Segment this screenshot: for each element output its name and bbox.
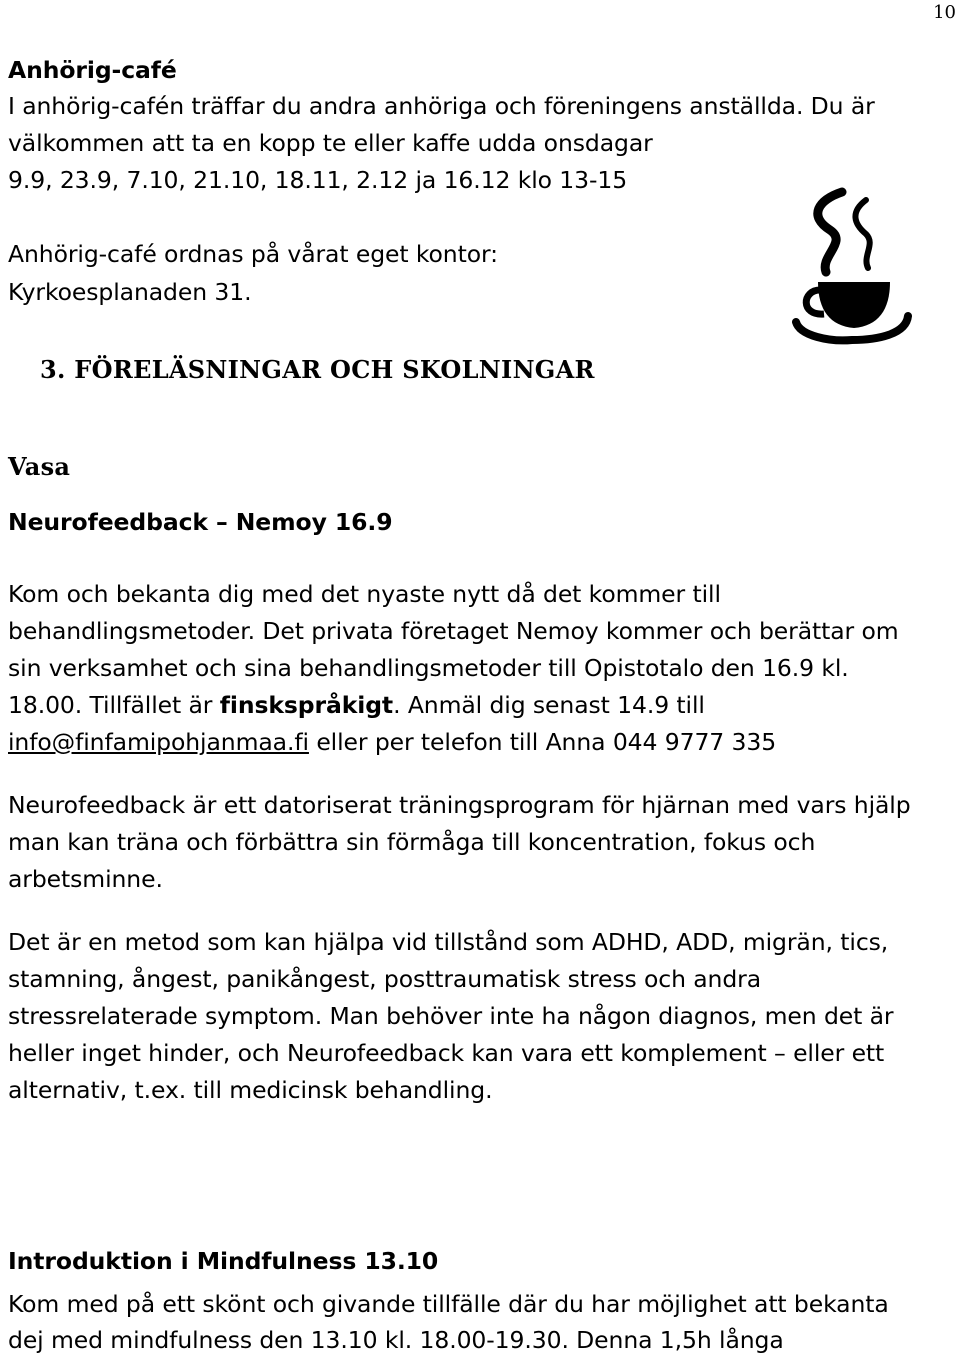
email-link[interactable]: info@finfamipohjanmaa.fi (8, 728, 309, 756)
mindfulness-title: Introduktion i Mindfulness 13.10 (8, 1247, 439, 1275)
neurofeedback-p1-line4-b: . Anmäl dig senast 14.9 till (393, 691, 705, 719)
page-number: 10 (933, 2, 956, 23)
cafe-text-line-2: välkommen att ta en kopp te eller kaffe udda onsdagar (8, 129, 653, 157)
neurofeedback-p3-line1: Det är en metod som kan hjälpa vid tillstånd som ADHD, ADD, migrän, tics, (8, 928, 889, 956)
neurofeedback-p3-line3: stressrelaterade symptom. Man behöver inte ha någon diagnos, men det är (8, 1002, 894, 1030)
mindfulness-line1: Kom med på ett skönt och givande tillfälle där du har möjlighet att bekanta (8, 1290, 889, 1318)
neurofeedback-p1-line4 (8, 687, 705, 724)
neurofeedback-p1-line4-a: 18.00. Tillfället är (8, 691, 220, 719)
neurofeedback-p1-line3: sin verksamhet och sina behandlingsmetoder till Opistotalo den 16.9 kl. (8, 654, 849, 682)
coffee-cup-icon (790, 186, 912, 346)
cafe-location-line-2: Kyrkoesplanaden 31. (8, 278, 252, 306)
neurofeedback-p1-line1: Kom och bekanta dig med det nyaste nytt då det kommer till (8, 580, 721, 608)
neurofeedback-title: Neurofeedback – Nemoy 16.9 (8, 508, 393, 536)
neurofeedback-p3-line2: stamning, ångest, panikångest, posttraumatisk stress och andra (8, 965, 762, 993)
neurofeedback-p2-line1: Neurofeedback är ett datoriserat träningsprogram för hjärnan med vars hjälp (8, 791, 911, 819)
cafe-title: Anhörig-café (8, 56, 177, 84)
neurofeedback-p1-line5 (8, 724, 776, 761)
language-note: finskspråkigt (219, 691, 394, 719)
cafe-location-line-1: Anhörig-café ordnas på vårat eget kontor: (8, 240, 498, 268)
neurofeedback-p1-line2: behandlingsmetoder. Det privata företaget Nemoy kommer och berättar om (8, 617, 899, 645)
cafe-text-line-1: I anhörig-cafén träffar du andra anhöriga och föreningens anställda. Du är (8, 92, 875, 120)
mindfulness-line2: dej med mindfulness den 13.10 kl. 18.00-19.30. Denna 1,5h långa (8, 1326, 784, 1354)
neurofeedback-p2-line3: arbetsminne. (8, 865, 163, 893)
city-heading: Vasa (8, 452, 71, 481)
phone-text: eller per telefon till Anna 044 9777 335 (308, 728, 777, 756)
neurofeedback-p2-line2: man kan träna och förbättra sin förmåga till koncentration, fokus och (8, 828, 816, 856)
neurofeedback-p3-line4: heller inget hinder, och Neurofeedback kan vara ett komplement – eller ett (8, 1039, 885, 1067)
neurofeedback-p3-line5: alternativ, t.ex. till medicinsk behandling. (8, 1076, 493, 1104)
section-heading: 3. FÖRELÄSNINGAR OCH SKOLNINGAR (40, 355, 595, 384)
cafe-dates: 9.9, 23.9, 7.10, 21.10, 18.11, 2.12 ja 16.12 klo 13-15 (8, 166, 628, 194)
